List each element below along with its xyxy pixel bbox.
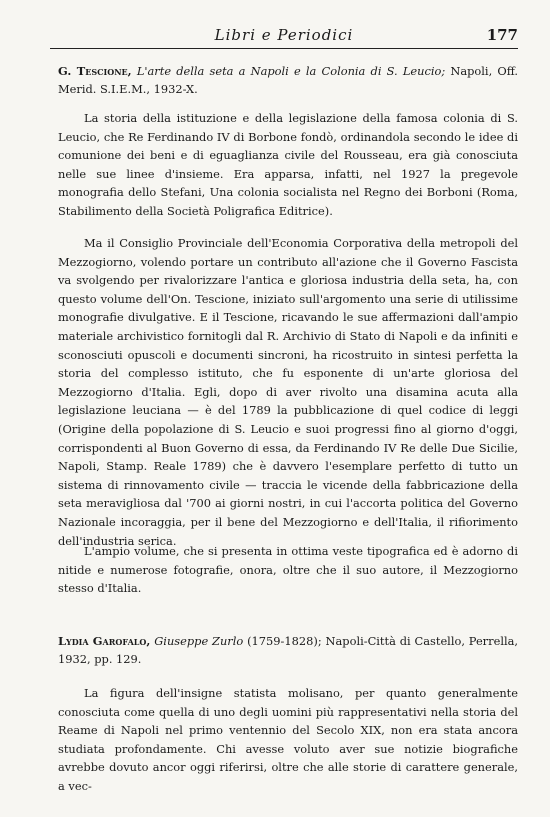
review-1-author: G. Tescione, xyxy=(58,64,132,78)
review-2-dates: (1759-1828); xyxy=(247,634,322,648)
review-1-paragraph-3: L'ampio volume, che si presenta in ottima veste tipografica ed è adorno di nitide e numerose fotografie, onora, oltre che il suo autore, il Mezzogiorno stesso d'Italia. xyxy=(58,544,518,596)
review-1-heading xyxy=(58,62,518,98)
review-2-heading xyxy=(58,632,518,668)
running-title: Libri e Periodici xyxy=(214,26,354,44)
page-header xyxy=(50,22,518,49)
review-1-paragraph-1: La storia della istituzione e della legislazione della famosa colonia di S. Leucio, che Re Ferdinando IV di Borbone fondò, ordinandola secondo le idee di comunione dei beni e di eguaglianza civile del Rousseau, era già conosciuta nelle sue linee d'insieme. Era apparsa, infatti, nel 1927 la pregevole monografia dello Stefani, Una colonia socialista nel Regno dei Borboni (Roma, Stabilimento della Società Poligrafica Editrice). xyxy=(58,111,518,218)
review-1-title: L'arte della seta a Napoli e la Colonia di S. Leucio; xyxy=(136,64,446,78)
review-2-publication: Napoli-Città di Castello, Perrella, 1932, pp. 129. xyxy=(58,634,519,666)
review-1-publication: Napoli, Off. Merid. S.I.E.M., 1932-X. xyxy=(58,64,519,96)
review-2-paragraph-1: La figura dell'insigne statista molisano, per quanto generalmente conosciuta come quella di uno degli uomini più rappresentativi nella storia del Reame di Napoli nel primo ventennio del Secolo XIX, non era stata ancora studiata profondamente. Chi avesse voluto aver sue notizie biografiche avrebbe dovuto ancor oggi riferirsi, oltre che alle storie di carattere generale, a vec- xyxy=(58,686,518,793)
review-1-paragraph-2: Ma il Consiglio Provinciale dell'Economia Corporativa della metropoli del Mezzogiorno, volendo portare un contributo all'azione che il Governo Fascista va svolgendo per rivalorizzare l'antica e gloriosa industria della seta, ha, con questo volume dell'On. Tescione, iniziato sull'argomento una serie di utilissime monografie divulgative. E il Tescione, ricavando le sue affermazioni dall'ampio materiale archivistico fornitogli dal R. Archivio di Stato di Napoli e da infiniti e sconosciuti opuscoli e documenti sincroni, ha ricostruito in sintesi perfetta la storia del complesso istituto, che fu esponente di un'arte gloriosa del Mezzogiorno d'Italia. Egli, dopo di aver rivolto una disamina acuta alla legislazione leuciana — è del 1789 la pubblicazione di quel codice di leggi (Origine della popolazione di S. Leucio e suoi progressi fino al giorno d'oggi, corrispondenti al Buon Governo di essa, da Ferdinando IV Re delle Due Sicilie, Napoli, Stamp. Reale 1789) che è davvero l'esemplare perfetto di tutto un sistema di rinnovamento civile — traccia le vicende della fabbricazione della seta meravigliosa dal '700 ai giorni nostri, in cui l'accorta politica del Governo Nazionale incoraggia, per il bene del Mezzogiorno e dell'Italia, il rifiorimento dell'industria serica. xyxy=(58,236,518,548)
page-number: 177 xyxy=(486,26,518,44)
review-2-title: Giuseppe Zurlo xyxy=(154,634,244,648)
review-2-author: Lydia Garofalo, xyxy=(58,634,151,648)
